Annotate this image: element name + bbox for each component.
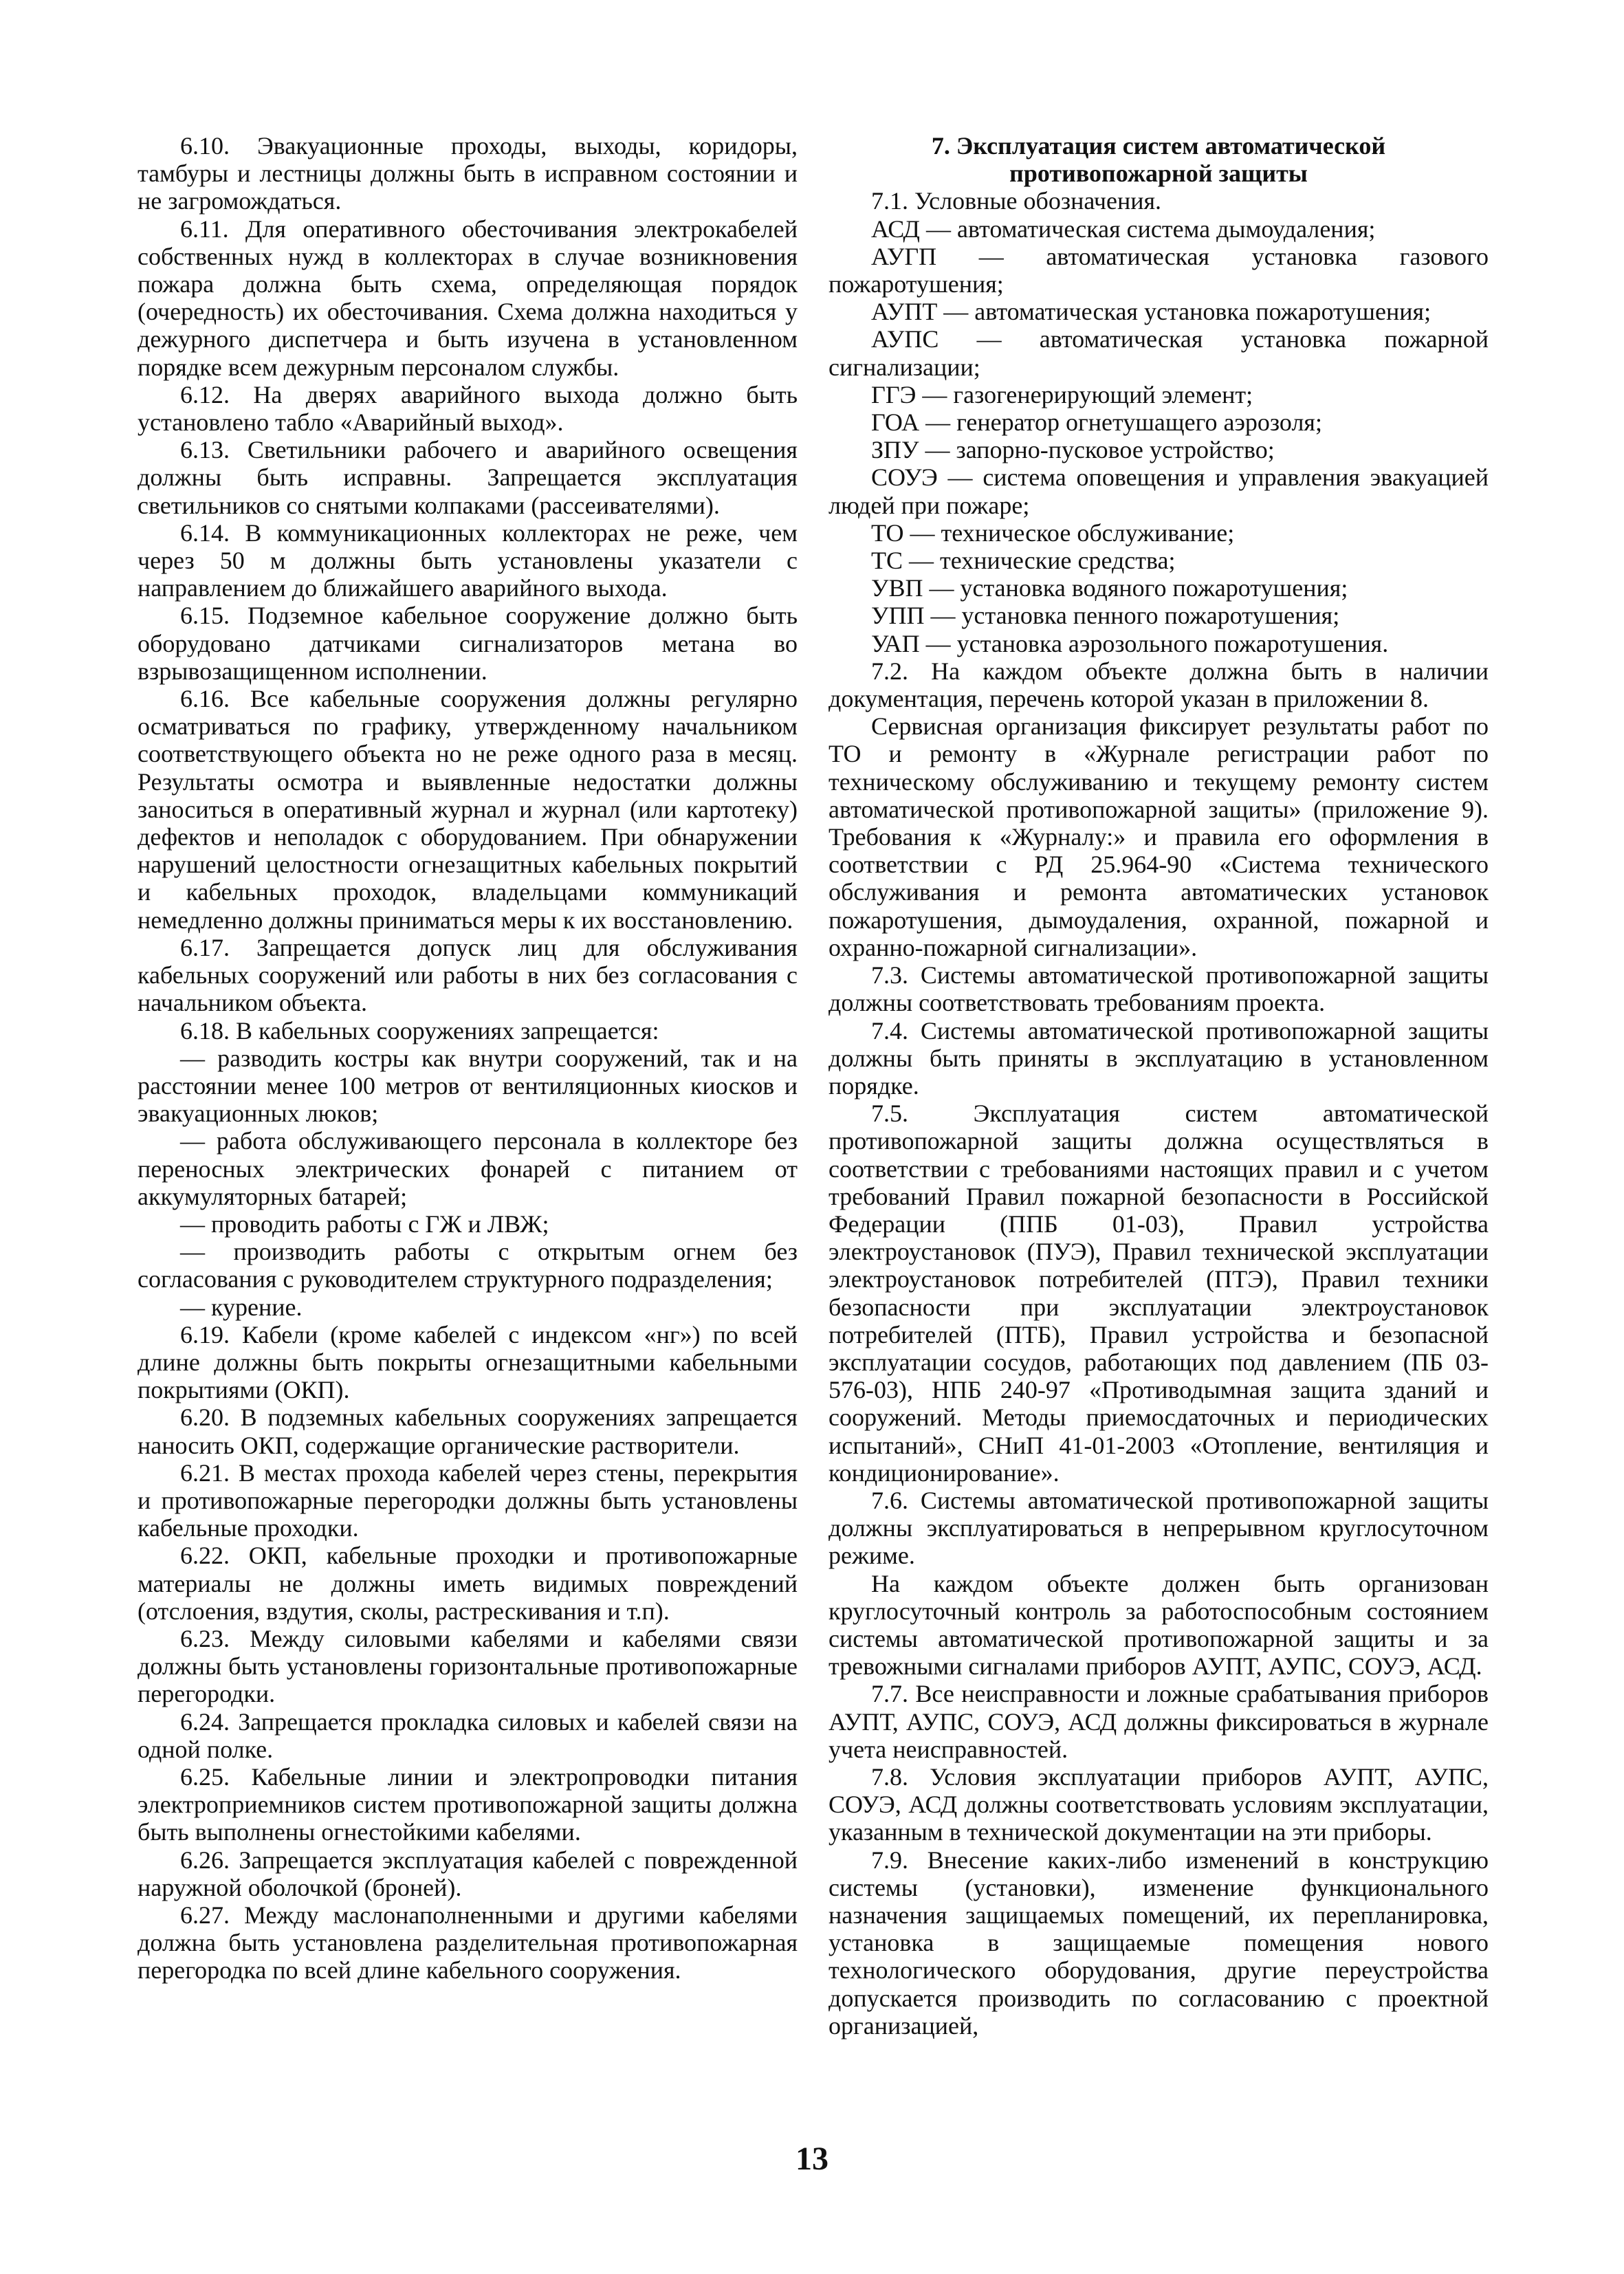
abbreviation-item: ГГЭ — газогенерирующий элемент; — [871, 380, 1253, 408]
list-item: — проводить работы с ГЖ и ЛВЖ; — [180, 1210, 549, 1238]
paragraph-7-7: 7.7. Все неисправности и ложные срабатывания приборов АУПТ, АУПС, СОУЭ, АСД должны фиксироваться в журнале учета неисправностей. — [829, 1680, 1489, 1763]
paragraph-6-19: 6.19. Кабели (кроме кабелей с индексом «нг») по всей длине должны быть покрыты огнезащитными кабельными покрытиями (ОКП). — [138, 1320, 798, 1404]
paragraph-6-11: 6.11. Для оперативного обесточивания электрокабелей собственных нужд в коллекторах в случае возникновения пожара должна быть схема, определяющая порядок (очередность) их обесточивания. Схема должна находиться у дежурного диспетчера и быть изучена в установленном порядке всем дежурным персоналом службы. — [138, 215, 798, 381]
abbreviation-item: УАП — установка аэрозольного пожаротушения. — [871, 629, 1389, 657]
paragraph-6-24: 6.24. Запрещается прокладка силовых и кабелей связи на одной полке. — [138, 1707, 798, 1763]
paragraph-7-3: 7.3. Системы автоматической противопожарной защиты должны соответствовать требованиям проекта. — [829, 961, 1489, 1017]
list-item: — курение. — [180, 1293, 303, 1321]
abbreviation-item: ЗПУ — запорно-пусковое устройство; — [871, 436, 1275, 464]
paragraph-6-12: 6.12. На дверях аварийного выхода должно быть установлено табло «Аварийный выход». — [138, 380, 798, 437]
paragraph-6-23: 6.23. Между силовыми кабелями и кабелями связи должны быть установлены горизонтальные противопожарные перегородки. — [138, 1624, 798, 1708]
paragraph-6-20: 6.20. В подземных кабельных сооружениях запрещается наносить ОКП, содержащие органические растворители. — [138, 1403, 798, 1459]
paragraph-7-6: 7.6. Системы автоматической противопожарной защиты должны эксплуатироваться в непрерывном круглосуточном режиме. — [829, 1486, 1489, 1570]
paragraph-6-13: 6.13. Светильники рабочего и аварийного освещения должны быть исправны. Запрещается эксплуатация светильников со снятыми колпаками (рассеивателями). — [138, 436, 798, 519]
left-column — [138, 132, 798, 1985]
abbreviation-item: АСД — автоматическая система дымоудаления; — [871, 215, 1376, 243]
list-item: — производить работы с открытым огнем без согласования с руководителем структурного подразделения; — [138, 1238, 798, 1293]
paragraph-6-21: 6.21. В местах прохода кабелей через стены, перекрытия и противопожарные перегородки должны быть установлены кабельные проходки. — [138, 1458, 798, 1542]
paragraph-7-2: 7.2. На каждом объекте должна быть в наличии документация, перечень которой указан в приложении 8. — [829, 657, 1489, 713]
abbreviation-item: ТС — технические средства; — [871, 547, 1176, 575]
abbreviation-item: СОУЭ — система оповещения и управления эвакуацией людей при пожаре; — [829, 463, 1489, 519]
paragraph-7-4: 7.4. Системы автоматической противопожарной защиты должны быть приняты в эксплуатацию в установленном порядке. — [829, 1016, 1489, 1100]
paragraph-6-25: 6.25. Кабельные линии и электропроводки питания электроприемников систем противопожарной защиты должна быть выполнены огнестойкими кабелями. — [138, 1762, 798, 1846]
abbreviation-item: АУПТ — автоматическая установка пожаротушения; — [871, 298, 1431, 326]
abbreviation-item: ГОА — генератор огнетушащего аэрозоля; — [871, 408, 1322, 437]
page-number: 13 — [795, 2141, 829, 2177]
paragraph-7-9: 7.9. Внесение каких-либо изменений в конструкцию системы (установки), изменение функционального назначения защищаемых помещений, их перепланировка, установка в защищаемые помещения нового технологического оборудования, другие переустройства допускается производить по согласованию с проектной организацией, — [829, 1846, 1489, 2040]
abbreviation-item: ТО — техническое обслуживание; — [871, 518, 1235, 547]
list-item: — разводить костры как внутри сооружений, так и на расстоянии менее 100 метров от вентиляционных киосков и эвакуационных люков; — [138, 1044, 798, 1128]
list-item: — работа обслуживающего персонала в коллекторе без переносных электрических фонарей с питанием от аккумуляторных батарей; — [138, 1127, 798, 1210]
paragraph-6-16: 6.16. Все кабельные сооружения должны регулярно осматриваться по графику, утвержденному начальником соответствующего объекта но не реже одного раза в месяц. Результаты осмотра и выявленные недостатки должны заноситься в оперативный журнал и журнал (или картотеку) дефектов и неполадок с оборудованием. При обнаружении нарушений целостности огнезащитных кабельных покрытий и кабельных проходок, владельцами коммуникаций немедленно должны приниматься меры к их восстановлению. — [138, 685, 798, 934]
paragraph-7-5: 7.5. Эксплуатация систем автоматической противопожарной защиты должна осуществляться в соответствии с требованиями настоящих правил и с учетом требований Правил пожарной безопасности в Российской Федерации (ППБ 01-03), Правил устройства электроустановок (ПУЭ), Правил технической эксплуатации электроустановок потребителей (ПТЭ), Правил техники безопасности при эксплуатации электроустановок потребителей (ПТБ), Правил устройства и безопасной эксплуатации сосудов, работающих под давлением (ПБ 03-576-03), НПБ 240-97 «Противодымная защита зданий и сооружений. Методы приемосдаточных и периодических испытаний», СНиП 41-01-2003 «Отопление, вентиляция и кондиционирование». — [829, 1100, 1489, 1487]
paragraph-6-26: 6.26. Запрещается эксплуатация кабелей с поврежденной наружной оболочкой (броней). — [138, 1846, 798, 1901]
abbreviation-item: АУГП — автоматическая установка газового пожаротушения; — [829, 242, 1489, 298]
paragraph-6-15: 6.15. Подземное кабельное сооружение должно быть оборудовано датчиками сигнализаторов метана во взрывозащищенном исполнении. — [138, 602, 798, 685]
paragraph-6-17: 6.17. Запрещается допуск лиц для обслуживания кабельных сооружений или работы в них без согласования с начальником объекта. — [138, 933, 798, 1017]
paragraph-round-the-clock: На каждом объекте должен быть организован круглосуточный контроль за работоспособным состоянием системы автоматической противопожарной защиты и за тревожными сигналами приборов АУПТ, АУПС, СОУЭ, АСД. — [829, 1569, 1489, 1681]
paragraph-7-1: 7.1. Условные обозначения. — [871, 187, 1162, 215]
paragraph-7-8: 7.8. Условия эксплуатации приборов АУПТ, АУПС, СОУЭ, АСД должны соответствовать условиям эксплуатации, указанным в технической документации на эти приборы. — [829, 1762, 1489, 1846]
section-heading: 7. Эксплуатация систем автоматической противопожарной защиты — [931, 132, 1386, 188]
abbreviation-item: УПП — установка пенного пожаротушения; — [871, 602, 1340, 630]
paragraph-6-10: 6.10. Эвакуационные проходы, выходы, коридоры, тамбуры и лестницы должны быть в исправном состоянии и не загромождаться. — [138, 132, 798, 215]
right-column — [829, 132, 1489, 2040]
paragraph-service-org: Сервисная организация фиксирует результаты работ по ТО и ремонту в «Журнале регистрации работ по техническому обслуживанию и текущему ремонту систем автоматической противопожарной защиты» (приложение 9). Требования к «Журналу:» и правила его оформления в соответствии с РД 25.964-90 «Система технического обслуживания и ремонта автоматических установок пожаротушения, дымоудаления, охранной, пожарной и охранно-пожарной сигнализации». — [829, 712, 1489, 961]
paragraph-6-18: 6.18. В кабельных сооружениях запрещается: — [180, 1016, 659, 1045]
paragraph-6-27: 6.27. Между маслонаполненными и другими кабелями должна быть установлена разделительная противопожарная перегородка по всей длине кабельного сооружения. — [138, 1901, 798, 1985]
abbreviation-item: УВП — установка водяного пожаротушения; — [871, 574, 1348, 602]
abbreviation-item: АУПС — автоматическая установка пожарной сигнализации; — [829, 325, 1489, 381]
paragraph-6-14: 6.14. В коммуникационных коллекторах не реже, чем через 50 м должны быть установлены указатели с направлением до ближайшего аварийного выхода. — [138, 518, 798, 602]
paragraph-6-22: 6.22. ОКП, кабельные проходки и противопожарные материалы не должны иметь видимых повреждений (отслоения, вздутия, сколы, растрескивания и т.п). — [138, 1542, 798, 1625]
